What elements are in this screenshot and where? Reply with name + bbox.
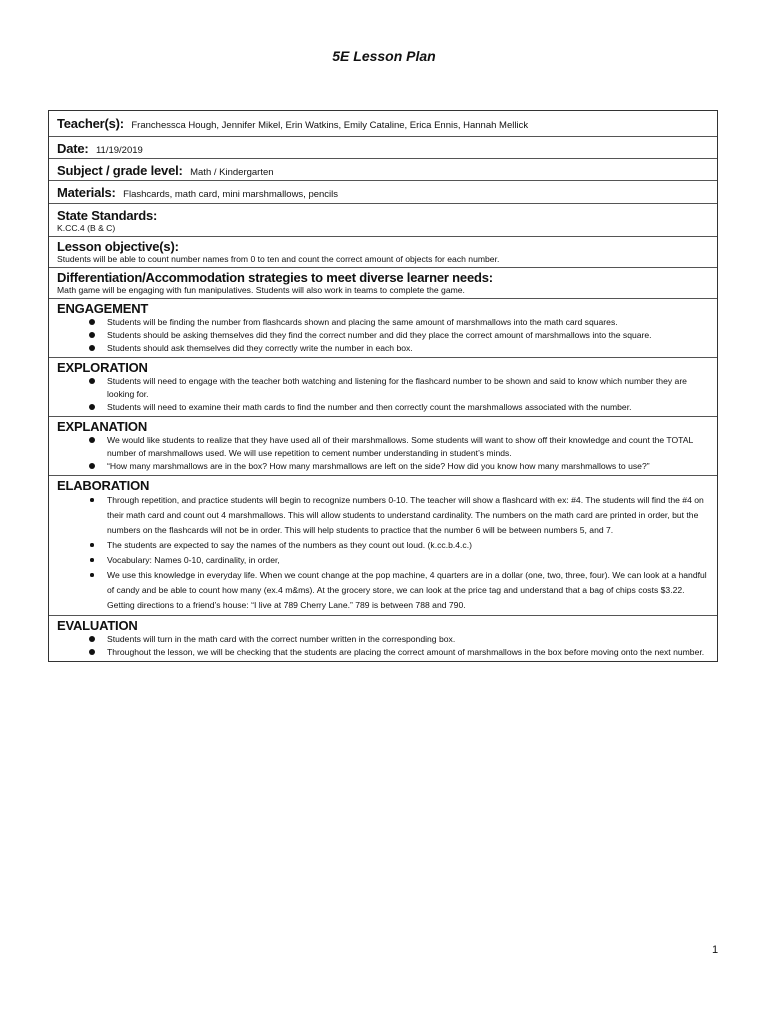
differentiation-value: Math game will be engaging with fun manipulatives. Students will also work in teams to complete the game. <box>57 285 465 295</box>
bullet-icon <box>90 543 94 547</box>
bullet-icon <box>89 319 95 325</box>
teacher-value: Franchessca Hough, Jennifer Mikel, Erin Watkins, Emily Cataline, Erica Ennis, Hannah Mellick <box>131 120 529 131</box>
list-item: Throughout the lesson, we will be checking that the students are placing the correct amount of marshmallows in the box before moving onto the next number. <box>57 646 709 659</box>
bullet-icon <box>89 649 95 655</box>
list-item: Students will need to engage with the teacher both watching and listening for the flashcard number to be shown and said to know which number they are looking for. <box>57 375 709 401</box>
list-item: Students will need to examine their math cards to find the number and then correctly count the marshmallows associated with the number. <box>57 401 709 414</box>
bullet-icon <box>89 332 95 338</box>
bullet-icon <box>90 558 94 562</box>
list-item: Students should be asking themselves did they find the correct number and did they place the correct amount of marshmallows into the square. <box>57 329 709 342</box>
engagement-heading: ENGAGEMENT <box>57 301 149 316</box>
list-item: The students are expected to say the names of the numbers as they count out loud. (k.cc.b.4.c.) <box>57 538 709 553</box>
list-item: We use this knowledge in everyday life. When we count change at the pop machine, 4 quarters are in a dollar (one, two, three, four). We can look at a handful of candy and be able to count how many (ex.4 m&ms). At the grocery store, we can look at the price tag and understand that a bag of chips costs $3.22. Getting directions to a friend’s house: “I live at 789 Cherry Lane.” 789 is between 788 and 790. <box>57 568 709 613</box>
evaluation-section <box>49 616 717 661</box>
differentiation-label: Differentiation/Accommodation strategies to meet diverse learner needs: <box>57 270 493 285</box>
materials-value: Flashcards, math card, mini marshmallows, pencils <box>123 189 339 200</box>
elaboration-heading: ELABORATION <box>57 478 150 493</box>
exploration-section <box>49 358 717 417</box>
bullet-icon <box>89 345 95 351</box>
teacher-row <box>49 111 717 137</box>
subject-row <box>49 159 717 181</box>
date-label: Date: <box>57 141 89 156</box>
differentiation-row <box>49 268 717 299</box>
subject-value: Math / Kindergarten <box>190 167 274 178</box>
list-item: Students should ask themselves did they correctly write the number in each box. <box>57 342 709 355</box>
bullet-icon <box>90 573 94 577</box>
objective-row <box>49 237 717 268</box>
date-row <box>49 137 717 159</box>
teacher-label: Teacher(s): <box>57 116 124 131</box>
list-item: “How many marshmallows are in the box? How many marshmallows are left on the side? How did you know how many marshmallows to use?” <box>57 460 709 473</box>
bullet-icon <box>89 463 95 469</box>
subject-label: Subject / grade level: <box>57 163 183 178</box>
document-title: 5E Lesson Plan <box>332 48 436 64</box>
lesson-plan-table <box>48 110 718 662</box>
list-item: We would like students to realize that they have used all of their marshmallows. Some students will want to show off their knowledge and count the TOTAL number of marshmallows used. We will use repetition to cement number understanding in student’s minds. <box>57 434 709 460</box>
bullet-icon <box>90 498 94 502</box>
list-item: Vocabulary: Names 0-10, cardinality, in order, <box>57 553 709 568</box>
objective-value: Students will be able to count number names from 0 to ten and count the correct amount of objects for each number. <box>57 254 500 264</box>
materials-label: Materials: <box>57 185 116 200</box>
bullet-icon <box>89 437 95 443</box>
exploration-heading: EXPLORATION <box>57 360 148 375</box>
evaluation-heading: EVALUATION <box>57 618 138 633</box>
list-item: Students will be finding the number from flashcards shown and placing the same amount of marshmallows into the math card squares. <box>57 316 709 329</box>
list-item: Students will turn in the math card with the correct number written in the corresponding box. <box>57 633 709 646</box>
page-number: 1 <box>712 944 719 956</box>
explanation-section <box>49 417 717 476</box>
bullet-icon <box>89 404 95 410</box>
elaboration-section <box>49 476 717 616</box>
bullet-icon <box>89 378 95 384</box>
objective-label: Lesson objective(s): <box>57 239 179 254</box>
state-standards-value: K.CC.4 (B & C) <box>57 223 116 233</box>
bullet-icon <box>89 636 95 642</box>
state-standards-row <box>49 204 717 237</box>
engagement-section <box>49 299 717 358</box>
list-item: Through repetition, and practice students will begin to recognize numbers 0-10. The teacher will show a flashcard with ex: #4. The students will find the #4 on their math card and count out 4 marshmallows. This will allow students to understand cardinality. The numbers on the math card are printed in order, but the numbers on the flashcards will not be in order. This will help students to practice that the number 6 will be between numbers 5, and 7. <box>57 493 709 538</box>
date-value: 11/19/2019 <box>95 145 143 156</box>
explanation-heading: EXPLANATION <box>57 419 148 434</box>
state-standards-label: State Standards: <box>57 208 158 223</box>
materials-row <box>49 181 717 204</box>
